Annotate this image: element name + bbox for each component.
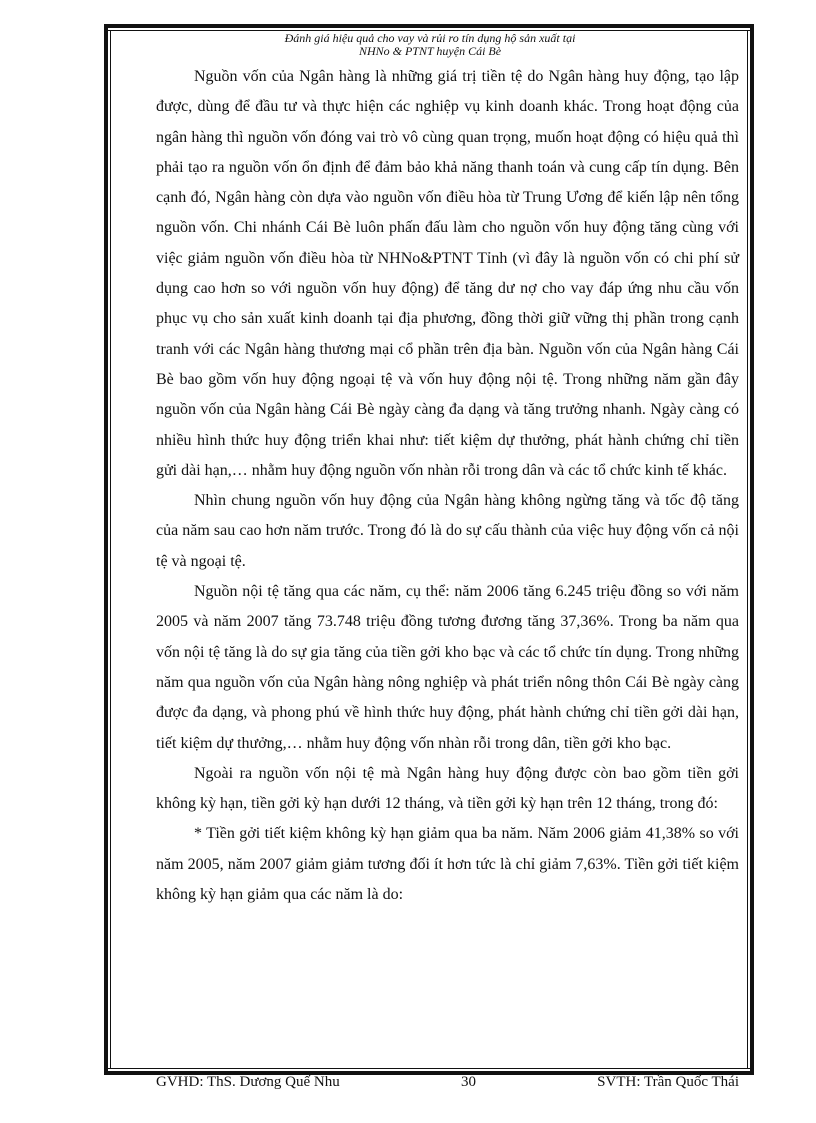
border-left-thin bbox=[110, 30, 111, 1069]
header-line-1: Đánh giá hiệu quả cho vay và rủi ro tín dụng hộ sản xuất tại bbox=[284, 31, 576, 45]
header-line-2: NHNo & PTNT huyện Cái Bè bbox=[358, 44, 502, 58]
paragraph: Nguồn vốn của Ngân hàng là những giá trị tiền tệ do Ngân hàng huy động, tạo lập được, dùng để đầu tư và thực hiện các nghiệp vụ kinh doanh khác. Trong hoạt động của ngân hàng thì nguồn vốn đóng vai trò vô cùng quan trọng, muốn hoạt động có hiệu quả thì phải tạo ra nguồn vốn ổn định để đảm bảo khả năng thanh toán và cung cấp tín dụng. Bên cạnh đó, Ngân hàng còn dựa vào nguồn vốn điều hòa từ Trung Ương để kiến lập nên tổng nguồn vốn. Chi nhánh Cái Bè luôn phấn đấu làm cho nguồn vốn huy động tăng cùng với việc giảm nguồn vốn điều hòa từ NHNo&PTNT Tỉnh (vì đây là nguồn vốn có chi phí sử dụng cao hơn so với nguồn vốn huy động) để tăng dư nợ cho vay đáp ứng nhu cầu vốn phục vụ cho sản xuất kinh doanh tại địa phương, đồng thời giữ vững thị phần trong cạnh tranh với các Ngân hàng thương mại cổ phần trên địa bàn. Nguồn vốn của Ngân hàng Cái Bè bao gồm vốn huy động ngoại tệ và vốn huy động nội tệ. Trong những năm gần đây nguồn vốn của Ngân hàng Cái Bè ngày càng đa dạng và tăng trưởng nhanh. Ngày càng có nhiều hình thức huy động triển khai như: tiết kiệm dự thưởng, phát hành chứng chỉ tiền gửi dài hạn,… nhằm huy động nguồn vốn nhàn rỗi trong dân và các tổ chức kinh tế khác. bbox=[156, 68, 739, 479]
paragraph: Ngoài ra nguồn vốn nội tệ mà Ngân hàng huy động được còn bao gồm tiền gởi không kỳ hạn, tiền gởi kỳ hạn dưới 12 tháng, và tiền gởi kỳ hạn trên 12 tháng, trong đó: bbox=[156, 764, 739, 813]
paragraph: Nguồn nội tệ tăng qua các năm, cụ thể: năm 2006 tăng 6.245 triệu đồng so với năm 2005 và năm 2007 tăng 73.748 triệu đồng tương đương tăng 37,36%. Trong ba năm qua vốn nội tệ tăng là do sự gia tăng của tiền gởi kho bạc và các tổ chức tín dụng. Trong những năm qua nguồn vốn của Ngân hàng nông nghiệp và phát triển nông thôn Cái Bè ngày càng được đa dạng, và phong phú về hình thức huy động, phát hành chứng chỉ tiền gởi dài hạn, tiết kiệm dự thưởng,… nhằm huy động vốn nhàn rỗi trong dân, tiền gởi kho bạc. bbox=[156, 583, 739, 752]
footer-student: SVTH: Trần Quốc Thái bbox=[597, 1074, 739, 1090]
document-body bbox=[156, 62, 739, 910]
footer-advisor: GVHD: ThS. Dương Quế Nhu bbox=[156, 1074, 340, 1090]
border-bottom-thin bbox=[104, 1068, 754, 1069]
border-right-thick bbox=[750, 24, 754, 1075]
paragraph: * Tiền gởi tiết kiệm không kỳ hạn giảm qua ba năm. Năm 2006 giảm 41,38% so với năm 2005, năm 2007 giảm giảm tương đối ít hơn tức là chỉ giảm 7,63%. Tiền gởi tiết kiệm không kỳ hạn giảm qua các năm là do: bbox=[156, 825, 739, 904]
running-header bbox=[120, 32, 740, 58]
footer-page-number: 30 bbox=[460, 1074, 476, 1090]
border-top-thick bbox=[104, 24, 754, 28]
paragraph: Nhìn chung nguồn vốn huy động của Ngân hàng không ngừng tăng và tốc độ tăng của năm sau cao hơn năm trước. Trong đó là do sự cấu thành của việc huy động vốn cả nội tệ và ngoại tệ. bbox=[156, 492, 739, 570]
page-footer bbox=[156, 1074, 739, 1091]
border-right-thin bbox=[747, 30, 748, 1069]
border-left-thick bbox=[104, 24, 108, 1075]
